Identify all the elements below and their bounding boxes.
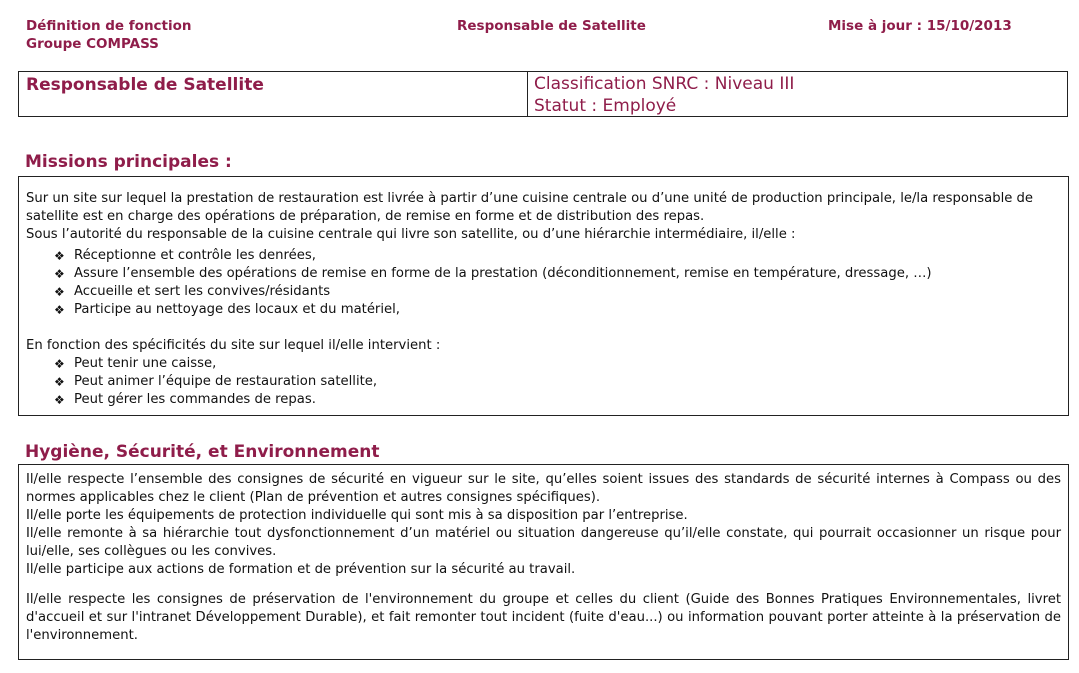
diamond-bullet-icon: ❖	[54, 375, 65, 389]
hse-heading: Hygiène, Sécurité, et Environnement	[25, 442, 380, 462]
job-classification-cell	[528, 72, 1067, 116]
header-job-title: Responsable de Satellite	[457, 18, 646, 34]
document-type: Définition de fonction	[26, 18, 192, 34]
classification: Classification SNRC : Niveau III	[534, 74, 795, 94]
diamond-bullet-icon: ❖	[54, 303, 65, 317]
diamond-bullet-icon: ❖	[54, 267, 65, 281]
missions-specific-list	[26, 355, 1061, 409]
list-item: ❖ Assure l’ensemble des opérations de remise en forme de la prestation (déconditionnement, remise en température, dressage, …)	[54, 266, 932, 281]
list-item: ❖ Peut tenir une caisse,	[54, 356, 217, 371]
page-header	[26, 17, 1053, 57]
diamond-bullet-icon: ❖	[54, 357, 65, 371]
list-item: ❖ Participe au nettoyage des locaux et du matériel,	[54, 302, 400, 317]
missions-intro-1: Sur un site sur lequel la prestation de restauration est livrée à partir d’une cuisine centrale ou d’une unité de production principale, le/la responsable de satellite est en charge des opérations de préparation, de remise en forme et de distribution des repas.	[26, 191, 1034, 224]
diamond-bullet-icon: ❖	[54, 249, 65, 263]
hse-paragraph-1: Il/elle respecte l’ensemble des consignes de sécurité en vigueur sur le site, qu’elles soient issues des standards de sécurité internes à Compass ou des normes applicables chez le client (Plan de prévention et autres consignes spécifiques).	[26, 472, 1061, 505]
diamond-bullet-icon: ❖	[54, 285, 65, 299]
job-title: Responsable de Satellite	[19, 72, 528, 116]
missions-task-list	[26, 247, 1061, 319]
list-item: ❖ Peut gérer les commandes de repas.	[54, 392, 316, 407]
list-item: ❖ Accueille et sert les convives/résidants	[54, 284, 331, 299]
status: Statut : Employé	[534, 96, 677, 116]
diamond-bullet-icon: ❖	[54, 393, 65, 407]
hse-paragraph-4: Il/elle participe aux actions de formation et de prévention sur la sécurité au travail.	[26, 562, 576, 577]
header-left	[26, 17, 192, 53]
hse-paragraph-2: Il/elle porte les équipements de protection individuelle qui sont mis à sa disposition par l’entreprise.	[26, 508, 688, 523]
list-item: ❖ Réceptionne et contrôle les denrées,	[54, 248, 316, 263]
missions-intro-2: Sous l’autorité du responsable de la cuisine centrale qui livre son satellite, ou d’une hiérarchie intermédiaire, il/elle :	[26, 227, 796, 242]
job-title-box	[18, 71, 1068, 117]
hse-paragraph-3: Il/elle remonte à sa hiérarchie tout dysfonctionnement d’un matériel ou situation dangereuse qu’il/elle constate, qui pourrait occasionner un risque pour lui/elle, ses collègues ou les convives.	[26, 526, 1061, 559]
header-update-date: Mise à jour : 15/10/2013	[828, 18, 1012, 34]
company-group: Groupe COMPASS	[26, 36, 159, 52]
missions-box	[18, 176, 1069, 416]
hse-box	[18, 464, 1069, 660]
hse-paragraph-5: Il/elle respecte les consignes de préservation de l'environnement du groupe et celles du client (Guide des Bonnes Pratiques Environnementales, livret d'accueil et sur l'intranet Développement Durable), et fait remonter tout incident (fuite d'eau...) ou information pouvant porter atteinte à la préservation de l'environnement.	[26, 592, 1061, 643]
missions-heading: Missions principales :	[25, 152, 232, 172]
missions-specific-intro: En fonction des spécificités du site sur lequel il/elle intervient :	[26, 338, 441, 353]
list-item: ❖ Peut animer l’équipe de restauration satellite,	[54, 374, 378, 389]
